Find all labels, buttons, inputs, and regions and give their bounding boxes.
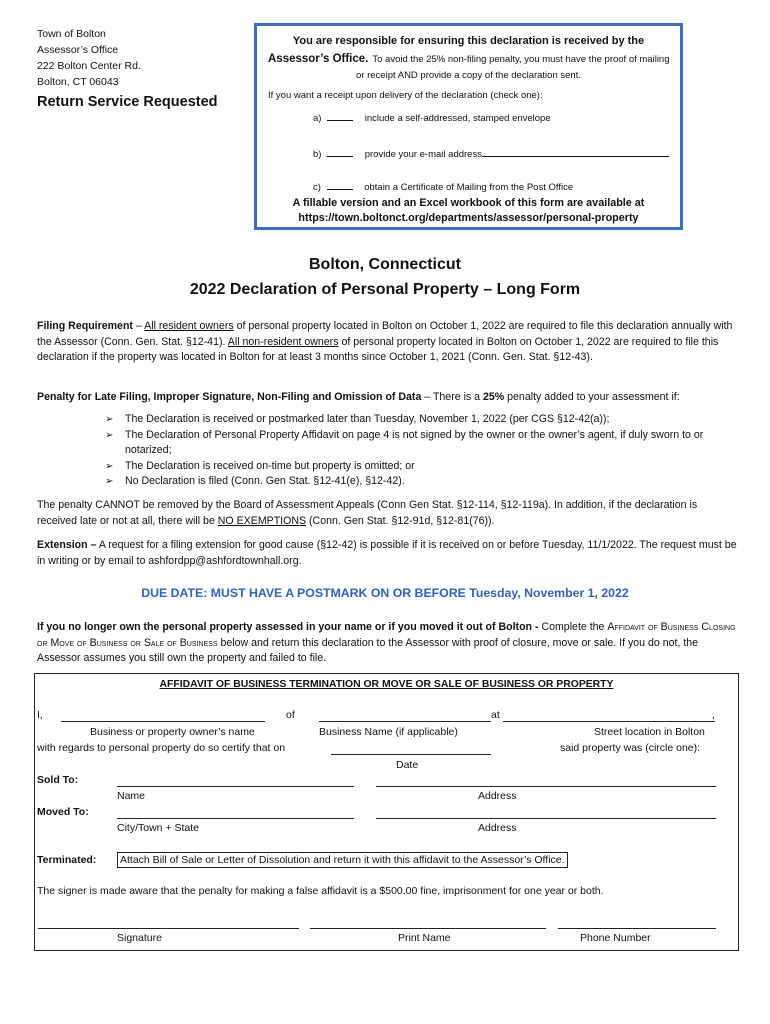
cannot-text: The penalty CANNOT be removed by the Board of Assessment Appeals (Conn Gen Stat. §12-114, §12-119a). In addition, if the declaration is received late or not at all, there will be bbox=[37, 499, 698, 527]
dash: – bbox=[132, 320, 145, 332]
receipt-option-c bbox=[313, 179, 573, 193]
business-name-field[interactable] bbox=[319, 721, 491, 722]
form-title: 2022 Declaration of Personal Property – Long Form bbox=[189, 281, 581, 298]
signature-field[interactable] bbox=[38, 928, 299, 929]
notice-note: To avoid the 25% non-filing penalty, you must have the proof of mailing bbox=[372, 54, 670, 65]
filing-text: of personal property located in Bolton on October 1, 2022 are required to file this declaration annually with the Assessor (Conn. Gen. Stat. §12-41). bbox=[37, 320, 733, 348]
sold-to-name-field[interactable] bbox=[117, 786, 354, 787]
i-label: I, bbox=[37, 709, 43, 721]
address-caption: Address bbox=[478, 790, 517, 802]
terminated-label: Terminated: bbox=[37, 854, 97, 866]
list-item: ➢ The Declaration is received on-time but property is omitted; or bbox=[105, 459, 745, 475]
sold-to-address-field[interactable] bbox=[376, 786, 716, 787]
moved-to-city-field[interactable] bbox=[117, 818, 354, 819]
option-c-checkbox-blank[interactable] bbox=[327, 179, 353, 190]
signature-caption: Signature bbox=[117, 932, 162, 944]
no-longer-text: Complete the bbox=[538, 621, 608, 633]
extension-text: A request for a filing extension for good cause (§12-42) is possible if it is received on or before Tuesday, 11/1/2022. The request must be in writing or by email to ashfordpp@ashfordtownhall.org. bbox=[37, 539, 737, 567]
option-text: obtain a Certificate of Mailing from the Post Office bbox=[364, 182, 574, 193]
address-line: Bolton, CT 06043 bbox=[37, 76, 119, 88]
address-line: Town of Bolton bbox=[37, 28, 106, 40]
business-name-caption: Business Name (if applicable) bbox=[319, 726, 458, 738]
list-item: ➢ The Declaration of Personal Property Affidavit on page 4 is not signed by the owner or the owner’s agent, if duly sworn to or notarized; bbox=[105, 428, 745, 459]
penalty-bullet-list bbox=[105, 412, 745, 490]
penalty-paragraph bbox=[37, 390, 737, 406]
of-label: of bbox=[286, 709, 295, 721]
phone-number-caption: Phone Number bbox=[580, 932, 651, 944]
penalty-label: Penalty for Late Filing, Improper Signature, Non-Filing and Omission of Data bbox=[37, 391, 422, 403]
address-caption: Address bbox=[478, 822, 517, 834]
penalty-text: – There is a bbox=[421, 391, 483, 403]
sold-to-label: Sold To: bbox=[37, 774, 79, 786]
penalty-text-2: penalty added to your assessment if: bbox=[504, 391, 680, 403]
owner-name-field[interactable] bbox=[61, 721, 265, 722]
penalty-percent: 25% bbox=[483, 391, 505, 403]
cannot-text-2: (Conn. Gen Stat. §12-91d, §12-81(76)). bbox=[306, 514, 495, 527]
notice-office: Assessor’s Office. bbox=[268, 53, 369, 65]
no-longer-text-2: below and return this declaration to the Assessor with proof of closure, move or sale. If you do not, the Assessor assumes you still own the property and failed to file. bbox=[37, 636, 699, 664]
filing-requirement-paragraph bbox=[37, 319, 737, 366]
option-text: include a self-addressed, stamped envelope bbox=[364, 113, 551, 124]
filing-text-2: of personal property located in Bolton on October 1, 2022 are required to file this declaration if the property was located in Bolton for at least 3 months since October 1, 2021 (Conn. Gen. Stat. §12-43). bbox=[37, 335, 719, 363]
no-longer-bold: If you no longer own the personal property assessed in your name or if you moved it out of Bolton - bbox=[37, 621, 539, 633]
affidavit-title: AFFIDAVIT OF BUSINESS TERMINATION OR MOVE OR SALE OF BUSINESS OR PROPERTY bbox=[159, 679, 614, 690]
city-state-caption: City/Town + State bbox=[117, 822, 199, 834]
date-caption: Date bbox=[396, 759, 419, 771]
affidavit-box bbox=[34, 673, 739, 951]
notice-title: You are responsible for ensuring this declaration is received by the bbox=[292, 35, 645, 47]
affidavit-reference: Affidavit of Business Closing or Move of Business or Sale of Business bbox=[37, 621, 736, 649]
list-item: ➢ No Declaration is filed (Conn. Gen Stat. §12-41(e), §12-42). bbox=[105, 474, 745, 490]
notice-note-2: or receipt AND provide a copy of the declaration sent. bbox=[356, 70, 581, 81]
option-text: provide your e-mail address bbox=[364, 149, 482, 160]
extension-label: Extension – bbox=[37, 539, 97, 551]
page-title: Bolton, Connecticut bbox=[309, 256, 461, 273]
list-item: ➢ The Declaration is received or postmarked later than Tuesday, November 1, 2022 (per CGS §12-42(a)); bbox=[105, 412, 745, 428]
receipt-notice-box bbox=[254, 23, 683, 230]
street-location-field[interactable] bbox=[503, 721, 715, 722]
option-letter: b) bbox=[313, 149, 322, 160]
return-address bbox=[37, 26, 141, 90]
comma: , bbox=[712, 709, 715, 721]
receipt-option-b bbox=[313, 146, 669, 160]
notice-line bbox=[268, 53, 670, 65]
fillable-text: A fillable version and an Excel workbook of this form are available at bbox=[292, 197, 645, 209]
option-letter: c) bbox=[313, 182, 321, 193]
fillable-version-note bbox=[257, 196, 680, 226]
print-name-field[interactable] bbox=[310, 928, 546, 929]
street-caption: Street location in Bolton bbox=[594, 726, 705, 738]
terminated-instruction: Attach Bill of Sale or Letter of Dissolution and return it with this affidavit to the Assessor’s Office. bbox=[117, 852, 568, 868]
resident-owners: All resident owners bbox=[144, 320, 234, 332]
check-one-prompt: If you want a receipt upon delivery of the declaration (check one): bbox=[268, 90, 543, 101]
receipt-option-a bbox=[313, 110, 551, 124]
fillable-url[interactable]: https://town.boltonct.org/departments/assessor/personal-property bbox=[298, 212, 639, 224]
no-exemptions: NO EXEMPTIONS bbox=[217, 514, 307, 527]
address-line: Assessor’s Office bbox=[37, 44, 119, 56]
penalty-cannot-removed-paragraph bbox=[37, 498, 737, 529]
address-line: 222 Bolton Center Rd. bbox=[37, 60, 141, 72]
moved-to-label: Moved To: bbox=[37, 806, 89, 818]
filing-label: Filing Requirement bbox=[37, 320, 133, 332]
option-letter: a) bbox=[313, 113, 322, 124]
at-label: at bbox=[491, 709, 500, 721]
option-a-checkbox-blank[interactable] bbox=[327, 110, 353, 121]
owner-name-caption: Business or property owner’s name bbox=[90, 726, 255, 738]
regards-text: with regards to personal property do so certify that on bbox=[37, 742, 286, 754]
false-affidavit-warning: The signer is made aware that the penalty for making a false affidavit is a $500.00 fine, imprisonment for one year or both. bbox=[37, 885, 604, 897]
print-name-caption: Print Name bbox=[398, 932, 451, 944]
option-b-checkbox-blank[interactable] bbox=[327, 146, 353, 157]
phone-number-field[interactable] bbox=[558, 928, 716, 929]
due-date-banner: DUE DATE: MUST HAVE A POSTMARK ON OR BEFORE Tuesday, November 1, 2022 bbox=[141, 586, 629, 600]
no-longer-own-paragraph bbox=[37, 620, 737, 667]
date-field[interactable] bbox=[331, 754, 491, 755]
name-caption: Name bbox=[117, 790, 146, 802]
extension-paragraph bbox=[37, 538, 737, 569]
circle-one-text: said property was (circle one): bbox=[560, 742, 701, 754]
email-address-blank[interactable] bbox=[482, 146, 669, 157]
non-resident-owners: All non-resident owners bbox=[227, 335, 339, 348]
return-service-requested: Return Service Requested bbox=[37, 94, 218, 110]
moved-to-address-field[interactable] bbox=[376, 818, 716, 819]
